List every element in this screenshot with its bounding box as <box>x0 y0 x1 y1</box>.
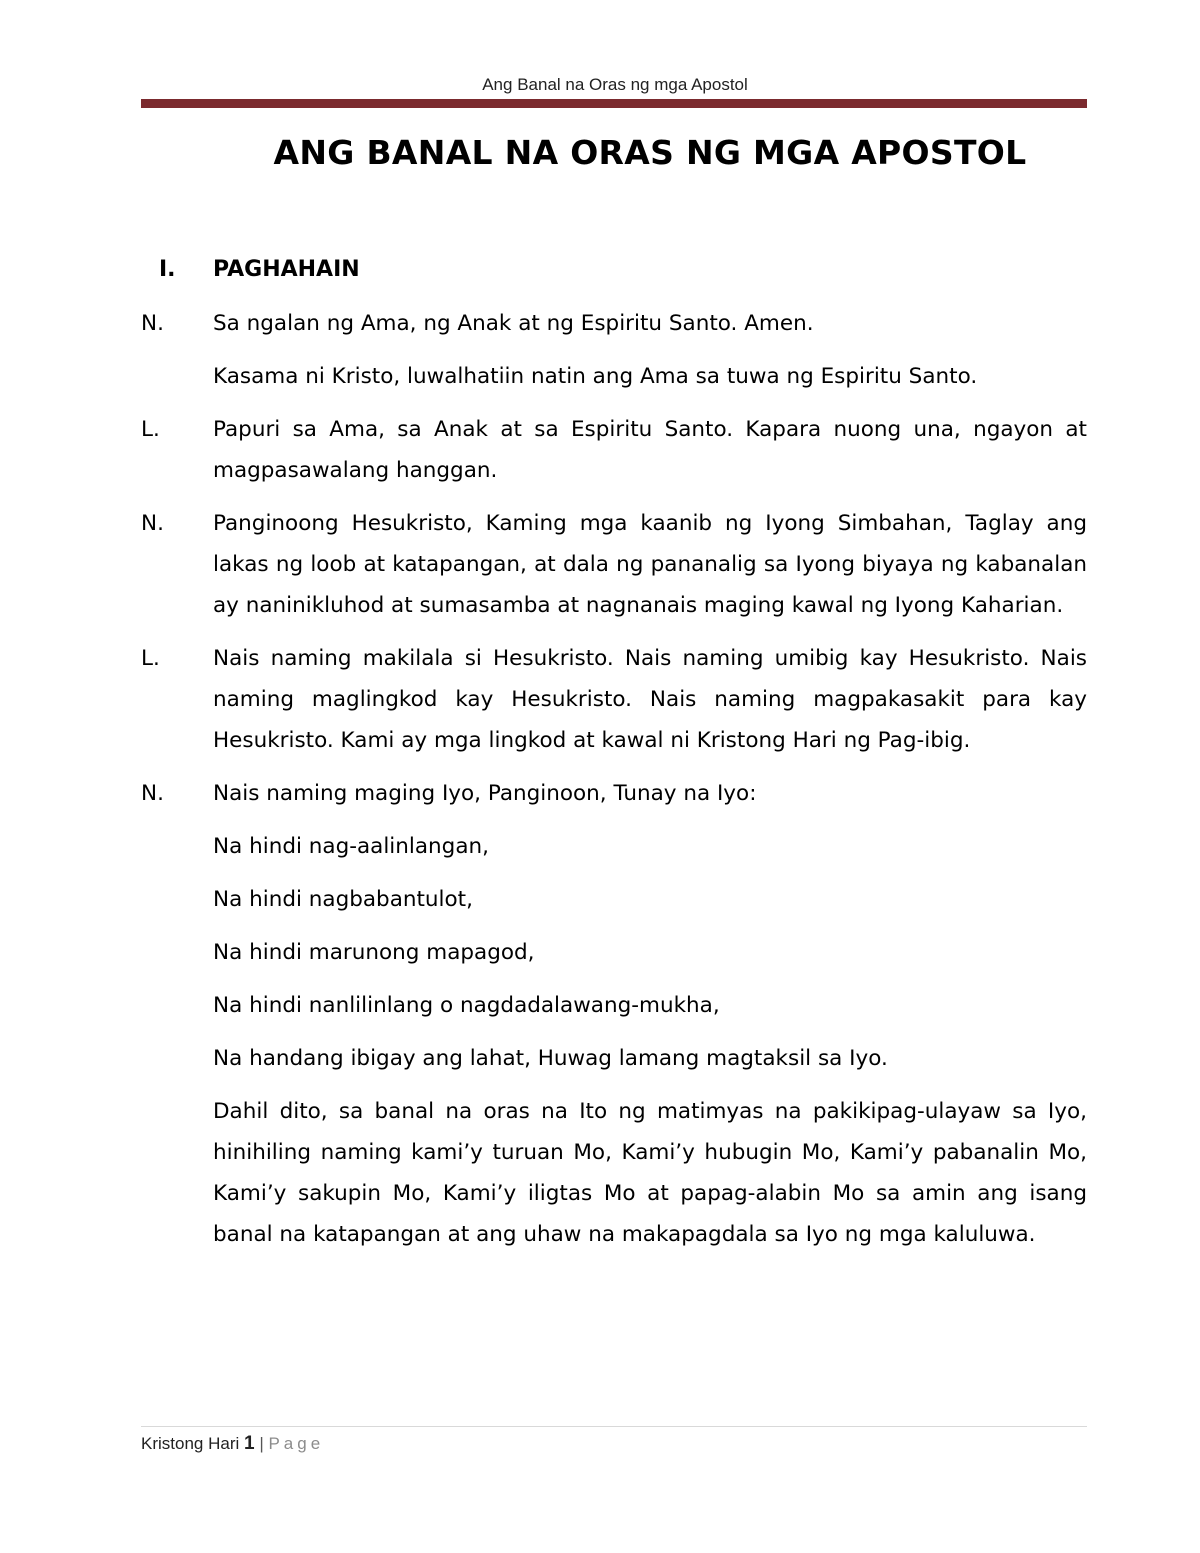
speaker-label: N. <box>141 511 164 536</box>
speaker-label: L. <box>141 417 160 442</box>
paragraph <box>141 409 1087 491</box>
paragraph <box>141 1038 1087 1079</box>
paragraph <box>141 638 1087 761</box>
footer-separator: | <box>259 1434 264 1453</box>
paragraph-text: Panginoong Hesukristo, Kaming mga kaanib ng Iyong Simbahan, Taglay ang lakas ng loob at katapangan, at dala ng pananalig sa Iyong biyaya ng kabanalan ay naninikluhod at sumasamba at nagnanais maging kawal ng Iyong Kaharian. <box>213 511 1087 618</box>
footer-rule <box>141 1426 1087 1427</box>
paragraph-text: Na hindi marunong mapagod, <box>213 940 535 965</box>
paragraph <box>141 503 1087 626</box>
paragraph-text: Na hindi nanlilinlang o nagdadalawang-mukha, <box>213 993 720 1018</box>
section-number: I. <box>159 257 176 282</box>
speaker-label: N. <box>141 311 164 336</box>
paragraph-text: Papuri sa Ama, sa Anak at sa Espiritu Santo. Kapara nuong una, ngayon at magpasawalang hanggan. <box>213 417 1087 483</box>
paragraph-text: Na hindi nagbabantulot, <box>213 887 473 912</box>
paragraph <box>141 1091 1087 1255</box>
paragraph-text: Nais naming makilala si Hesukristo. Nais naming umibig kay Hesukristo. Nais naming maglingkod kay Hesukristo. Nais naming magpakasakit para kay Hesukristo. Kami ay mga lingkod at kawal ni Kristong Hari ng Pag-ibig. <box>213 646 1087 753</box>
body-text <box>141 303 1087 1267</box>
page-number: 1 <box>244 1433 255 1454</box>
paragraph-text: Sa ngalan ng Ama, ng Anak at ng Espiritu Santo. Amen. <box>213 311 814 336</box>
paragraph-text: Nais naming maging Iyo, Panginoon, Tunay na Iyo: <box>213 781 757 806</box>
paragraph <box>141 932 1087 973</box>
page-footer <box>141 1433 324 1455</box>
document-title: ANG BANAL NA ORAS NG MGA APOSTOL <box>273 133 1027 172</box>
speaker-label: L. <box>141 646 160 671</box>
paragraph-text: Kasama ni Kristo, luwalhatiin natin ang Ama sa tuwa ng Espiritu Santo. <box>213 364 978 389</box>
paragraph <box>141 879 1087 920</box>
paragraph-text: Na handang ibigay ang lahat, Huwag lamang magtaksil sa Iyo. <box>213 1046 888 1071</box>
paragraph <box>141 826 1087 867</box>
paragraph <box>141 356 1087 397</box>
paragraph-text: Dahil dito, sa banal na oras na Ito ng matimyas na pakikipag-ulayaw sa Iyo, hinihiling naming kami’y turuan Mo, Kami’y hubugin Mo, Kami’y pabanalin Mo, Kami’y sakupin Mo, Kami’y iligtas Mo at papag-alabin Mo sa amin ang isang banal na katapangan at ang uhaw na makapagdala sa Iyo ng mga kaluluwa. <box>213 1099 1087 1247</box>
speaker-label: N. <box>141 781 164 806</box>
paragraph-text: Na hindi nag-aalinlangan, <box>213 834 489 859</box>
paragraph <box>141 773 1087 814</box>
paragraph <box>141 985 1087 1026</box>
header-rule <box>141 99 1087 108</box>
footer-text: Kristong Hari <box>141 1434 240 1453</box>
paragraph <box>141 303 1087 344</box>
running-header: Ang Banal na Oras ng mga Apostol <box>482 75 748 94</box>
section-title: PAGHAHAIN <box>213 257 360 282</box>
page-word: Page <box>268 1434 325 1453</box>
